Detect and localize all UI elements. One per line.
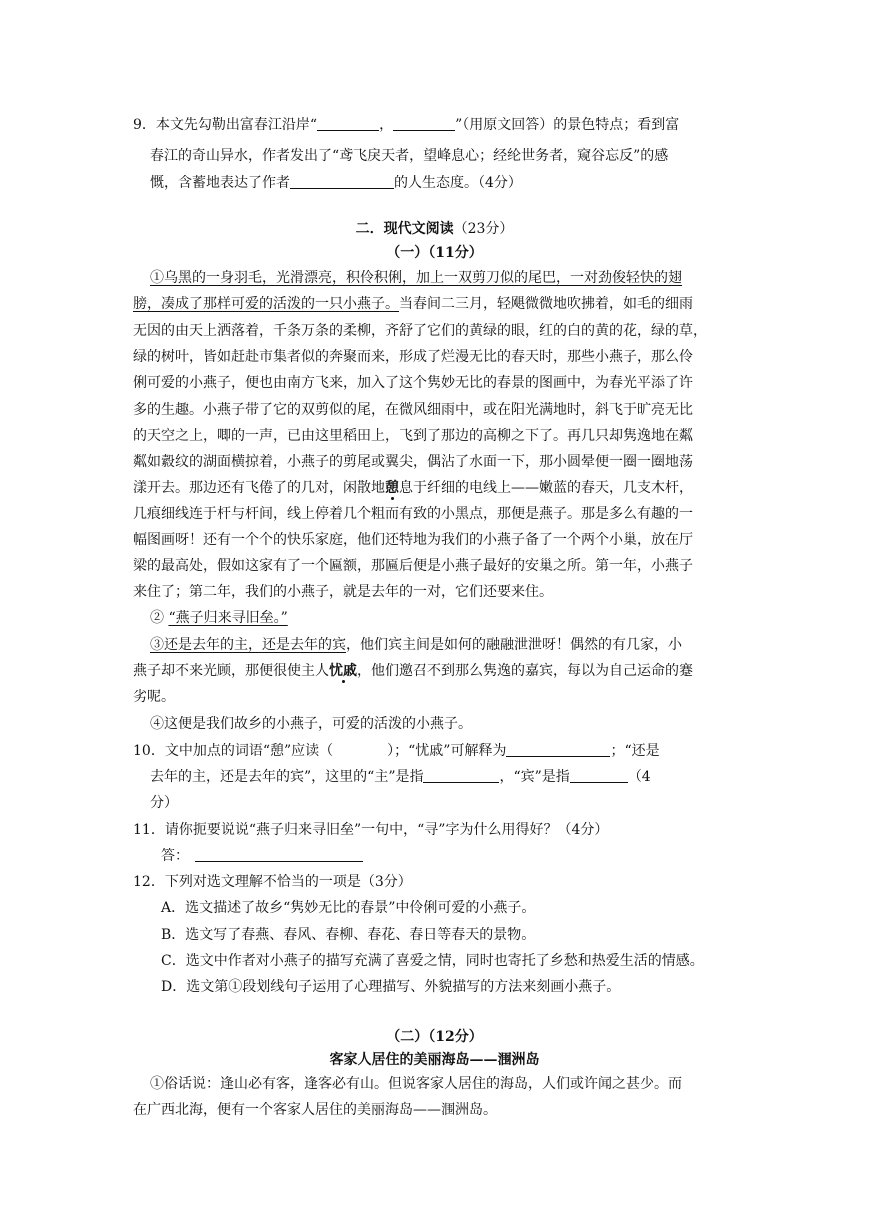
passage-1-paragraph-3-line-2 [133, 661, 693, 681]
question-12-option-c[interactable]: C．选文中作者对小燕子的描写充满了喜爱之情，同时也寄托了乡愁和热爱生活的情感。 [161, 953, 704, 969]
passage-1-text: ，他们宾主间是如何的融融泄泄呀！偶然的有几家，小 [346, 637, 682, 653]
answer-blank[interactable] [506, 742, 610, 757]
section-heading [0, 219, 869, 239]
dotted-word: 忧戚 [329, 663, 357, 679]
passage-1-line-10: 几痕细线连于杆与杆间，线上停着几个粗而有致的小黑点，那便是燕子。那是多么有趣的一 [133, 506, 693, 522]
passage-1-line-13: 来住了；第二年，我们的小燕子，就是去年的一对，它们还要来住。 [133, 584, 553, 600]
passage-1-line-12: 梁的最高处，假如这家有了一个匾额，那匾后便是小燕子最好的安巢之所。第一年，小燕子 [133, 558, 693, 574]
question-10-text: ；“还是 [610, 743, 660, 759]
passage-1-paragraph-3-line-3: 劣呢。 [133, 689, 175, 705]
question-9-line-2: 春江的奇山异水，作者发出了“鸢飞戾天者，望峰息心；经纶世务者，窥谷忘反”的感 [150, 148, 669, 164]
question-10-text: 10．文中加点的词语“憩”应读（ [133, 743, 334, 759]
answer-blank[interactable] [423, 768, 499, 783]
answer-blank[interactable] [317, 116, 379, 131]
paragraph-number: ② [150, 610, 164, 626]
question-12-option-b[interactable]: B．选文写了春燕、春风、春柳、春花、春日等春天的景物。 [161, 927, 536, 943]
passage-1-text: 当春间二三月，轻飓微微地吹拂着，如毛的细雨 [399, 296, 693, 312]
passage-1-text: 息于纤细的电线上——嫩蓝的春天，几支木杆， [399, 480, 693, 496]
passage-1-paragraph-4: ④这便是我们故乡的小燕子，可爱的活泼的小燕子。 [150, 716, 472, 732]
question-10-line-2 [150, 767, 651, 787]
passage-1-line-5: 俐可爱的小燕子，便也由南方飞来，加入了这个隽妙无比的春景的图画中，为春光平添了许 [133, 375, 693, 391]
question-10-text: 去年的主，还是去年的宾”，这里的“主”是指 [150, 769, 424, 785]
passage-2-line-1: ①俗话说：逢山必有客，逢客必有山。但说客家人居住的海岛，人们或许闻之甚少。而 [150, 1076, 682, 1092]
question-9-text: ， [379, 117, 394, 133]
passage-1-line-8: 粼如縠纹的湖面横掠着，小燕子的剪尾或翼尖，偶沾了水面一下，那小圆晕便一圈一圈地荡 [133, 454, 693, 470]
question-10-line-1 [133, 741, 660, 761]
question-9-text: 9．本文先勾勒出富春江沿岸“ [133, 117, 318, 133]
passage-1-line-9 [133, 478, 693, 498]
passage-1-line-7: 的天空之上，唧的一声，已由这里稻田上，飞到了那边的高柳之下了。再几只却隽逸地在粼 [133, 428, 693, 444]
question-12-option-d[interactable]: D．选文第①段划线句子运用了心理描写、外貌描写的方法来刻画小燕子。 [161, 979, 621, 995]
passage-1-line-4: 绿的树叶，皆如赶赴市集者似的奔聚而来，形成了烂漫无比的春天时，那些小燕子，那么伶 [133, 349, 693, 365]
question-11-stem: 11．请你扼要说说“燕子归来寻旧垒”一句中，“寻”字为什么用得好？（4分） [133, 822, 609, 838]
question-9-line-1 [133, 115, 679, 135]
question-11-answer-line [161, 846, 363, 866]
question-10-text: （4 [627, 769, 651, 785]
part-2-heading: （二）（12分） [386, 1029, 483, 1045]
answer-blank[interactable] [570, 768, 628, 783]
question-9-text: 的人生态度。（4分） [394, 175, 522, 191]
passage-1-line-2 [133, 294, 693, 314]
section-title: 二．现代文阅读 [355, 221, 454, 237]
passage-2-title: 客家人居住的美丽海岛——涠洲岛 [329, 1052, 540, 1068]
section-score: （23分） [453, 221, 514, 237]
answer-blank[interactable] [290, 174, 394, 189]
question-12-option-a[interactable]: A．选文描述了故乡“隽妙无比的春景”中伶俐可爱的小燕子。 [161, 900, 536, 916]
answer-blank[interactable] [195, 847, 363, 862]
question-10-line-3: 分） [150, 795, 178, 811]
dotted-word: 憩 [385, 480, 399, 496]
passage-1-line-6: 多的生趣。小燕子带了它的双剪似的尾，在微风细雨中，或在阳光满地时，斜飞于旷亮无比 [133, 402, 693, 418]
answer-label: 答： [161, 848, 189, 864]
passage-1-text: 漾开去。那边还有飞倦了的几对，闲散地 [133, 480, 385, 496]
passage-1-paragraph-2 [150, 608, 288, 628]
question-12-stem: 12．下列对选文理解不恰当的一项是（3分） [133, 874, 412, 890]
passage-1-text: ，他们邀召不到那么隽逸的嘉宾，每以为自己运命的蹇 [357, 663, 693, 679]
passage-1-underlined-sentence: ③还是去年的主，还是去年的宾 [150, 637, 346, 653]
question-9-line-3 [150, 173, 522, 193]
question-9-text: ”（用原文回答）的景色特点；看到富 [455, 117, 680, 133]
question-9-text: 慨，含蓄地表达了作者 [150, 175, 290, 191]
question-10-text: ，“宾”是指 [499, 769, 570, 785]
passage-2-line-2: 在广西北海，便有一个客家人居住的美丽海岛——涠洲岛。 [133, 1102, 497, 1118]
passage-1-paragraph-3-line-1 [150, 635, 682, 655]
answer-blank[interactable] [393, 116, 455, 131]
passage-1-underlined-sentence: “燕子归来寻旧垒。” [168, 610, 288, 626]
passage-1-text: 燕子却不来光顾，那便很使主人 [133, 663, 329, 679]
passage-1-line-3: 无因的由天上洒落着，千条万条的柔柳，齐舒了它们的黄绿的眼，红的白的黄的花，绿的草， [133, 323, 707, 339]
passage-1-underlined-sentence: ①乌黑的一身羽毛，光滑漂亮，积伶积俐，加上一双剪刀似的尾巴，一对劲俊轻快的翅 [150, 270, 682, 286]
part-1-heading: （一）（11分） [386, 245, 483, 261]
passage-1-line-11: 幅图画呀！还有一个个的快乐家庭，他们还特地为我们的小燕子备了一个两个小巢，放在厅 [133, 532, 693, 548]
passage-1-underlined-sentence: 膀，凑成了那样可爱的活泼的一只小燕子。 [133, 296, 399, 312]
question-10-text: ）；“忧戚”可解释为 [387, 743, 507, 759]
